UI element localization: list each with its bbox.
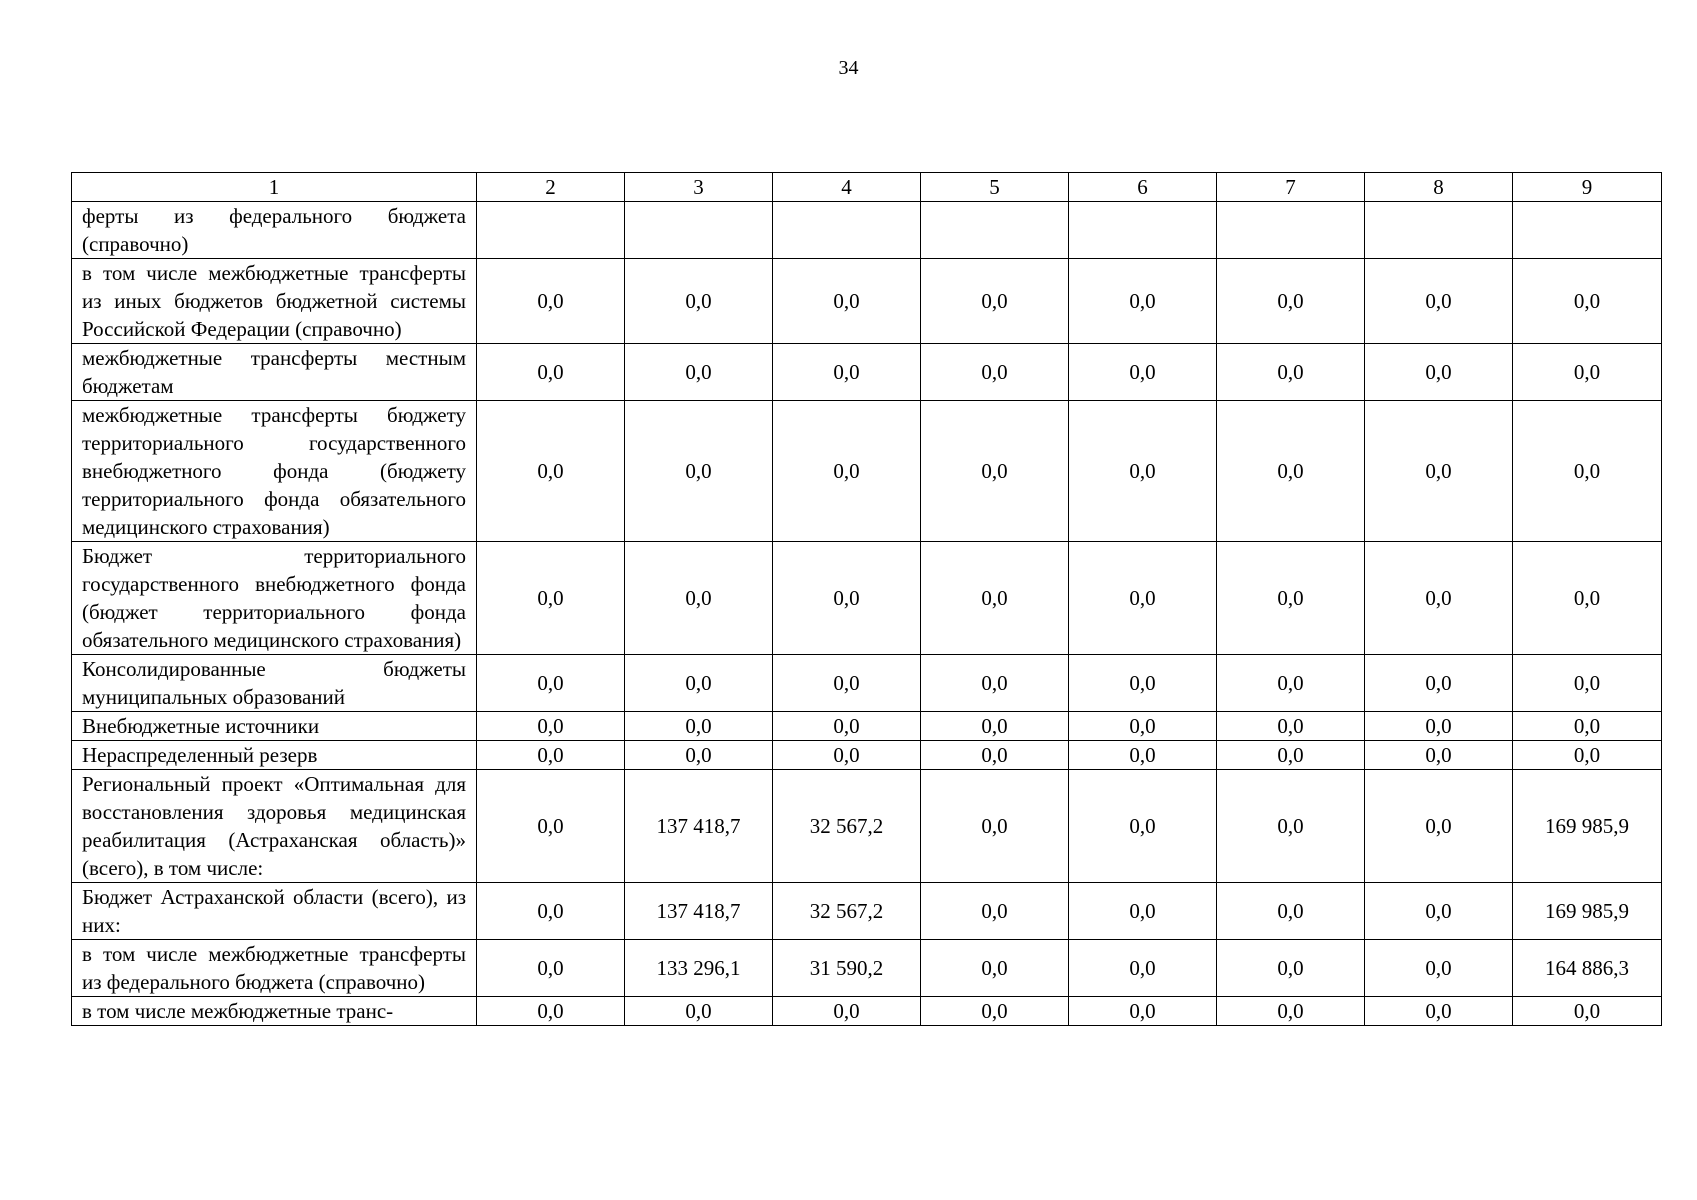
value-cell: 0,0 xyxy=(1365,542,1513,655)
column-header: 4 xyxy=(773,173,921,202)
value-cell: 0,0 xyxy=(625,344,773,401)
value-cell: 0,0 xyxy=(1069,259,1217,344)
row-label: Бюджет Астраханской области (всего), из них: xyxy=(72,883,477,940)
column-header: 9 xyxy=(1513,173,1662,202)
row-label: межбюджетные трансферты местным бюджетам xyxy=(72,344,477,401)
value-cell: 137 418,7 xyxy=(625,883,773,940)
value-cell: 0,0 xyxy=(1365,259,1513,344)
column-header: 5 xyxy=(921,173,1069,202)
value-cell: 0,0 xyxy=(477,401,625,542)
value-cell xyxy=(921,202,1069,259)
value-cell: 0,0 xyxy=(477,741,625,770)
page-number: 34 xyxy=(838,57,859,79)
value-cell: 32 567,2 xyxy=(773,883,921,940)
value-cell: 0,0 xyxy=(477,655,625,712)
value-cell: 0,0 xyxy=(773,655,921,712)
table-row xyxy=(72,655,1662,712)
value-cell: 0,0 xyxy=(1217,712,1365,741)
value-cell: 0,0 xyxy=(921,655,1069,712)
column-header: 1 xyxy=(72,173,477,202)
value-cell: 0,0 xyxy=(1217,401,1365,542)
row-label: ферты из федерального бюджета (справочно) xyxy=(72,202,477,259)
value-cell: 0,0 xyxy=(921,940,1069,997)
value-cell: 0,0 xyxy=(773,542,921,655)
value-cell: 0,0 xyxy=(1217,741,1365,770)
table-row xyxy=(72,712,1662,741)
row-label: Внебюджетные источники xyxy=(72,712,477,741)
value-cell xyxy=(773,202,921,259)
value-cell: 0,0 xyxy=(477,344,625,401)
value-cell: 0,0 xyxy=(1217,259,1365,344)
value-cell: 0,0 xyxy=(625,401,773,542)
value-cell: 0,0 xyxy=(1069,712,1217,741)
value-cell: 0,0 xyxy=(1365,770,1513,883)
row-label: в том числе межбюджетные трансферты из федерального бюджета (справочно) xyxy=(72,940,477,997)
row-label: Бюджет территориального государственного внебюджетного фонда (бюджет территориального фонда обязательного медицинского страхования) xyxy=(72,542,477,655)
value-cell: 0,0 xyxy=(1217,997,1365,1026)
budget-table xyxy=(71,172,1662,1026)
value-cell: 0,0 xyxy=(1069,940,1217,997)
value-cell: 0,0 xyxy=(477,770,625,883)
value-cell: 0,0 xyxy=(1513,655,1662,712)
value-cell: 32 567,2 xyxy=(773,770,921,883)
column-header: 8 xyxy=(1365,173,1513,202)
value-cell: 0,0 xyxy=(1217,655,1365,712)
value-cell: 164 886,3 xyxy=(1513,940,1662,997)
value-cell: 0,0 xyxy=(1069,401,1217,542)
table-row xyxy=(72,542,1662,655)
value-cell: 0,0 xyxy=(1069,997,1217,1026)
value-cell: 0,0 xyxy=(1069,344,1217,401)
value-cell: 0,0 xyxy=(1217,940,1365,997)
value-cell xyxy=(1069,202,1217,259)
value-cell: 0,0 xyxy=(1069,542,1217,655)
value-cell: 0,0 xyxy=(1513,542,1662,655)
table-row xyxy=(72,997,1662,1026)
value-cell: 0,0 xyxy=(1513,401,1662,542)
value-cell: 0,0 xyxy=(625,655,773,712)
value-cell: 0,0 xyxy=(773,401,921,542)
table-row xyxy=(72,883,1662,940)
value-cell: 0,0 xyxy=(477,712,625,741)
value-cell xyxy=(625,202,773,259)
value-cell: 0,0 xyxy=(625,259,773,344)
value-cell: 0,0 xyxy=(1365,401,1513,542)
table-row xyxy=(72,344,1662,401)
value-cell: 0,0 xyxy=(1513,344,1662,401)
table-row xyxy=(72,770,1662,883)
table-header-row xyxy=(72,173,1662,202)
value-cell: 0,0 xyxy=(1365,344,1513,401)
row-label: в том числе межбюджетные трансферты из иных бюджетов бюджетной системы Российской Федерации (справочно) xyxy=(72,259,477,344)
value-cell: 0,0 xyxy=(1217,770,1365,883)
value-cell: 0,0 xyxy=(1513,712,1662,741)
value-cell: 0,0 xyxy=(921,741,1069,770)
value-cell: 0,0 xyxy=(773,741,921,770)
value-cell: 169 985,9 xyxy=(1513,770,1662,883)
value-cell: 0,0 xyxy=(1365,741,1513,770)
value-cell xyxy=(1217,202,1365,259)
value-cell: 0,0 xyxy=(773,712,921,741)
value-cell xyxy=(1513,202,1662,259)
table-body xyxy=(72,202,1662,1026)
value-cell: 31 590,2 xyxy=(773,940,921,997)
value-cell: 0,0 xyxy=(1217,344,1365,401)
value-cell: 0,0 xyxy=(921,401,1069,542)
value-cell: 0,0 xyxy=(921,344,1069,401)
value-cell: 0,0 xyxy=(1069,655,1217,712)
value-cell: 0,0 xyxy=(921,770,1069,883)
column-header: 7 xyxy=(1217,173,1365,202)
value-cell: 0,0 xyxy=(477,883,625,940)
value-cell: 0,0 xyxy=(1513,997,1662,1026)
table-row xyxy=(72,940,1662,997)
value-cell: 0,0 xyxy=(625,997,773,1026)
value-cell: 137 418,7 xyxy=(625,770,773,883)
value-cell: 0,0 xyxy=(1365,940,1513,997)
row-label: межбюджетные трансферты бюджету территориального государственного внебюджетного фонда (бюджету территориального фонда обязательного медицинского страхования) xyxy=(72,401,477,542)
value-cell: 0,0 xyxy=(921,997,1069,1026)
column-header: 2 xyxy=(477,173,625,202)
value-cell: 0,0 xyxy=(625,542,773,655)
value-cell xyxy=(1365,202,1513,259)
row-label: Консолидированные бюджеты муниципальных образований xyxy=(72,655,477,712)
table-row xyxy=(72,202,1662,259)
value-cell: 0,0 xyxy=(1069,883,1217,940)
row-label: в том числе межбюджетные транс- xyxy=(72,997,477,1026)
value-cell xyxy=(477,202,625,259)
value-cell: 0,0 xyxy=(1513,259,1662,344)
value-cell: 0,0 xyxy=(1513,741,1662,770)
value-cell: 0,0 xyxy=(1217,883,1365,940)
column-header: 6 xyxy=(1069,173,1217,202)
value-cell: 0,0 xyxy=(477,542,625,655)
value-cell: 0,0 xyxy=(477,940,625,997)
value-cell: 0,0 xyxy=(921,259,1069,344)
value-cell: 0,0 xyxy=(921,712,1069,741)
value-cell: 0,0 xyxy=(625,741,773,770)
value-cell: 0,0 xyxy=(1365,883,1513,940)
value-cell: 0,0 xyxy=(921,883,1069,940)
value-cell: 0,0 xyxy=(773,344,921,401)
column-header: 3 xyxy=(625,173,773,202)
value-cell: 0,0 xyxy=(477,259,625,344)
row-label: Региональный проект «Оптимальная для восстановления здоровья медицинская реабилитация (Астраханская область)» (всего), в том числе: xyxy=(72,770,477,883)
row-label: Нераспределенный резерв xyxy=(72,741,477,770)
table-row xyxy=(72,401,1662,542)
value-cell: 0,0 xyxy=(773,997,921,1026)
value-cell: 0,0 xyxy=(773,259,921,344)
value-cell: 0,0 xyxy=(1069,741,1217,770)
value-cell: 169 985,9 xyxy=(1513,883,1662,940)
value-cell: 0,0 xyxy=(1069,770,1217,883)
value-cell: 0,0 xyxy=(625,712,773,741)
value-cell: 133 296,1 xyxy=(625,940,773,997)
value-cell: 0,0 xyxy=(1217,542,1365,655)
value-cell: 0,0 xyxy=(1365,655,1513,712)
table-row xyxy=(72,259,1662,344)
table-row xyxy=(72,741,1662,770)
value-cell: 0,0 xyxy=(1365,997,1513,1026)
value-cell: 0,0 xyxy=(921,542,1069,655)
value-cell: 0,0 xyxy=(477,997,625,1026)
value-cell: 0,0 xyxy=(1365,712,1513,741)
